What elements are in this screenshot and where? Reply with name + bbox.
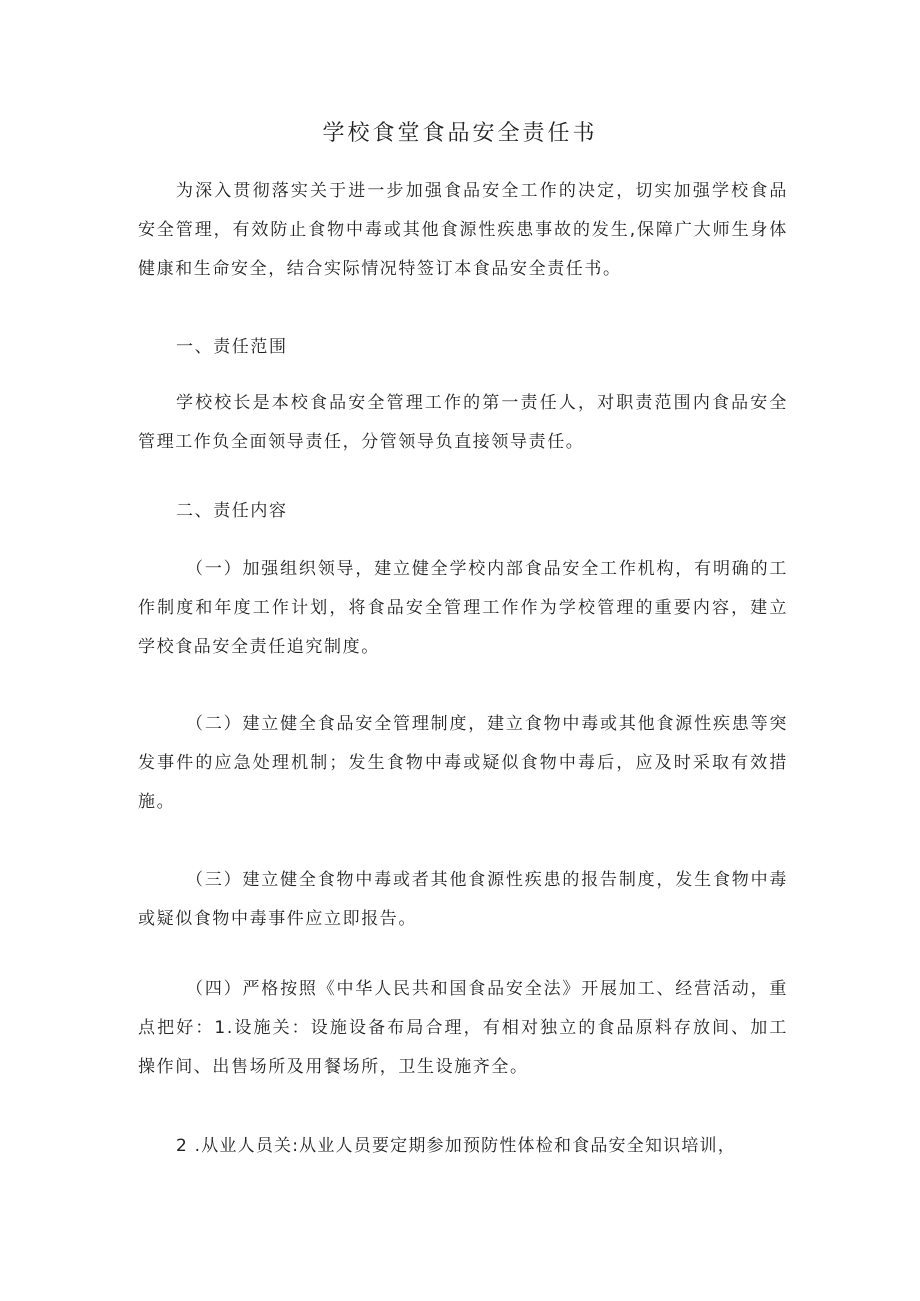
section-heading-content: 二、责任内容 xyxy=(176,501,288,521)
content-item-4: （四）严格按照《中华人民共和国食品安全法》开展加工、经营活动，重点把好：1.设施关：设施设备布局合理，有相对独立的食品原料存放间、加工操作间、出售场所及用餐场所，卫生设施齐全。 xyxy=(138,979,788,1077)
scope-paragraph: 学校校长是本校食品安全管理工作的第一责任人，对职责范围内食品安全管理工作负全面领导责任，分管领导负直接领导责任。 xyxy=(138,393,788,452)
content-item-5: 2 .从业人员关:从业人员要定期参加预防性体检和食品安全知识培训， xyxy=(176,1136,736,1156)
content-item-2: （二）建立健全食品安全管理制度，建立食物中毒或其他食源性疾患等突发事件的应急处理机制；发生食物中毒或疑似食物中毒后，应及时采取有效措施。 xyxy=(138,714,788,812)
section-heading-scope: 一、责任范围 xyxy=(176,337,288,357)
document-title: 学校食堂食品安全责任书 xyxy=(322,121,598,146)
intro-paragraph: 为深入贯彻落实关于进一步加强食品安全工作的决定，切实加强学校食品安全管理，有效防止食物中毒或其他食源性疾患事故的发生,保障广大师生身体健康和生命安全，结合实际情况特签订本食品安全责任书。 xyxy=(138,181,788,279)
content-item-3: （三）建立健全食物中毒或者其他食源性疾患的报告制度，发生食物中毒或疑似食物中毒事件应立即报告。 xyxy=(138,870,788,929)
content-item-1: （一）加强组织领导，建立健全学校内部食品安全工作机构，有明确的工作制度和年度工作计划，将食品安全管理工作作为学校管理的重要内容，建立学校食品安全责任追究制度。 xyxy=(138,559,788,657)
